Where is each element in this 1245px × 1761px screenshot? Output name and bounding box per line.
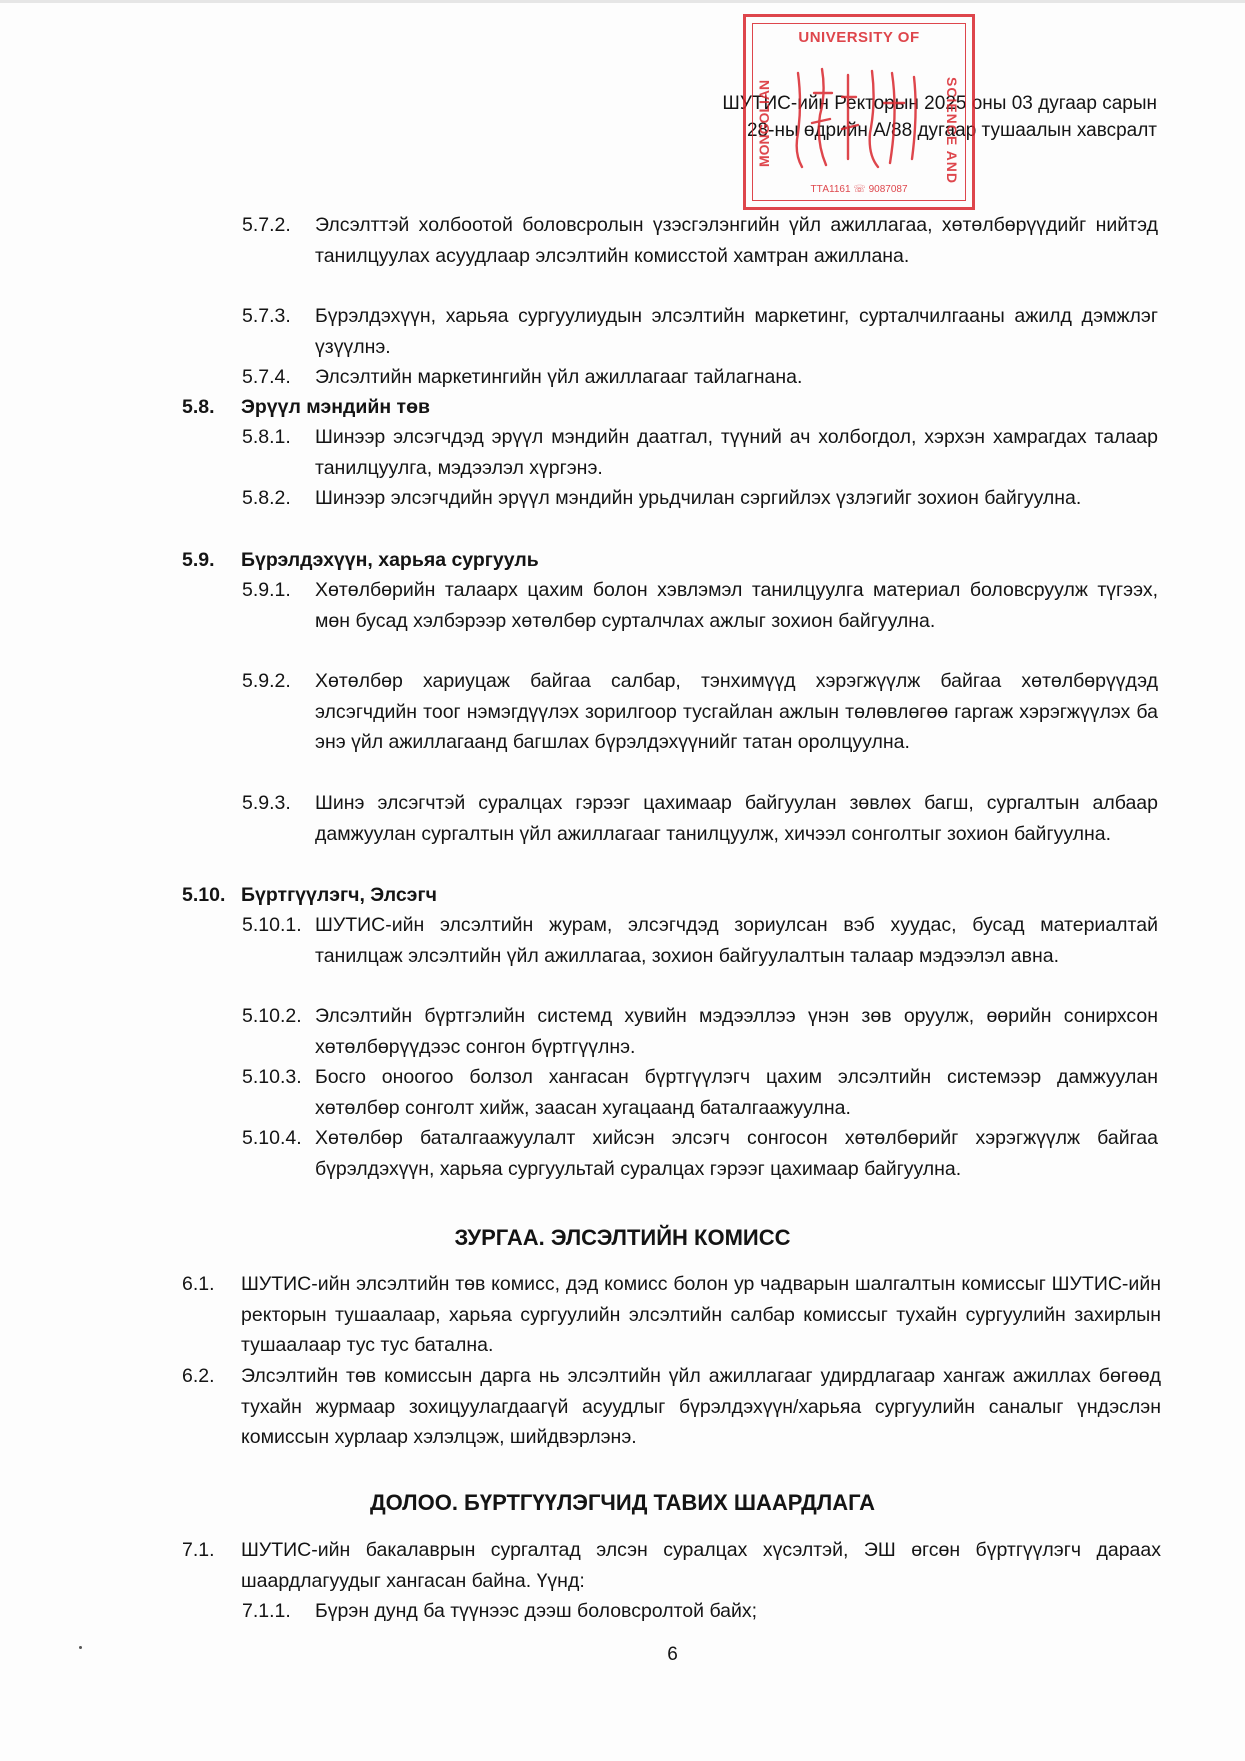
item-number: 5.8.	[182, 396, 215, 418]
item-text: Элсэлтийн бүртгэлийн системд хувийн мэдээллээ үнэн зөв оруулж, өөрийн сонирхсон хөтөлбөрүүдээс сонгон бүртгүүлнэ.	[315, 1005, 1158, 1058]
item-number: 5.8.2.	[242, 487, 291, 509]
item-number: 5.10.4.	[242, 1127, 302, 1149]
item-number: 5.9.	[182, 549, 215, 571]
item-text: Босго оноогоо болзол хангасан бүртгүүлэгч цахим элсэлтийн системээр дамжуулан хөтөлбөр сонголт хийж, заасан хугацаанд баталгаажуулна.	[315, 1066, 1158, 1119]
item-text: Элсэлтийн маркетингийн үйл ажиллагааг тайлагнана.	[315, 366, 803, 388]
item-text: Шинэ элсэгчтэй суралцах гэрээг цахимаар байгуулан зөвлөх багш, сургалтын албаар дамжуулан сургалтын үйл ажиллагааг танилцуулж, хичээл сонголтыг зохион байгуулна.	[315, 792, 1158, 845]
item-number: 5.10.	[182, 884, 226, 906]
item-number: 5.9.2.	[242, 670, 291, 692]
item-number: 6.1.	[182, 1273, 215, 1295]
item-text: Бүрэн дунд ба түүнээс дээш боловсролтой байх;	[315, 1600, 758, 1622]
item-number: 7.1.	[182, 1539, 215, 1561]
item-text: Бүртгүүлэгч, Элсэгч	[241, 884, 437, 906]
stamp-script-glyph-icon	[786, 63, 926, 173]
item-number: 5.10.1.	[242, 914, 302, 936]
item-number: 5.9.3.	[242, 792, 291, 814]
stamp-left-text: MONGOLIAN	[756, 79, 772, 167]
item-text: Элсэлтийн төв комиссын дарга нь элсэлтийн үйл ажиллагааг удирдлагаар хангаж ажиллах бөгөөд тухайн журмаар зохицуулагдаагүй асуудлыг бүрэлдэхүүн/харьяа сургуулийн саналыг үндэслэн комиссын хурлаар хэлэлцэж, шийдвэрлэнэ.	[241, 1365, 1161, 1448]
item-text: ШУТИС-ийн бакалаврын сургалтад элсэн суралцах хүсэлтэй, ЭШ өгсөн бүртгүүлэгч дараах шаардлагуудыг хангасан байна. Үүнд:	[241, 1539, 1161, 1592]
item-text: ШУТИС-ийн элсэлтийн төв комисс, дэд комисс болон ур чадварын шалгалтын комиссыг ШУТИС-ийн ректорын тушаалаар, харьяа сургуулийн элсэлтийн салбар комиссыг тухайн сургуулийн захирлын тушаалаар тус тус батална.	[241, 1273, 1161, 1356]
item-number: 5.10.2.	[242, 1005, 302, 1027]
item-text: Шинээр элсэгчдийн эрүүл мэндийн урьдчилан сэргийлэх үзлэгийг зохион байгуулна.	[315, 487, 1082, 509]
item-text: Хөтөлбөр баталгаажуулалт хийсэн элсэгч сонгосон хөтөлбөрийг хэрэгжүүлж байгаа бүрэлдэхүүн, харьяа сургуультай суралцах гэрээг цахимаар байгуулна.	[315, 1127, 1158, 1180]
page-number: 6	[667, 1644, 678, 1665]
item-number: 5.7.4.	[242, 366, 291, 388]
scan-edge	[0, 0, 1245, 3]
item-text: Эрүүл мэндийн төв	[241, 396, 430, 418]
item-number: 5.7.3.	[242, 305, 291, 327]
item-text: Хөтөлбөрийн талаарх цахим болон хэвлэмэл танилцуулга материал боловсруулж түгээх, мөн бусад хэлбэрээр хөтөлбөр сурталчлах ажлыг зохион байгуулна.	[315, 579, 1158, 632]
item-text: Шинээр элсэгчдэд эрүүл мэндийн даатгал, түүний ач холбогдол, хэрхэн хамрагдах талаар танилцуулга, мэдээлэл хүргэнэ.	[315, 426, 1158, 479]
item-text: Хөтөлбөр хариуцаж байгаа салбар, тэнхимүүд хэрэгжүүлж байгаа хөтөлбөрүүдэд элсэгчдийн тоог нэмэгдүүлэх зорилгоор тусгайлан ажлын төлөвлөгөө гаргаж хэрэгжүүлэх ба энэ үйл ажиллагаанд багшлах бүрэлдэхүүнийг татан оролцуулна.	[315, 670, 1158, 753]
item-text: ШУТИС-ийн элсэлтийн журам, элсэгчдэд зориулсан вэб хуудас, бусад материалтай танилцаж элсэлтийн үйл ажиллагаа, зохион байгуулалтын талаар мэдээлэл авна.	[315, 914, 1158, 967]
item-number: 5.7.2.	[242, 214, 291, 236]
section-title-seven: ДОЛОО. БҮРТГҮҮЛЭГЧИД ТАВИХ ШААРДЛАГА	[369, 1490, 876, 1515]
item-number: 6.2.	[182, 1365, 215, 1387]
item-number: 5.9.1.	[242, 579, 291, 601]
item-number: 7.1.1.	[242, 1600, 291, 1622]
item-text: Бүрэлдэхүүн, харьяа сургуулиудын элсэлтийн маркетинг, сурталчилгааны ажилд дэмжлэг үзүүлнэ.	[315, 305, 1158, 358]
header-line-2: 28-ны өдрийн А/88 дугаар тушаалын хавсралт	[746, 120, 1157, 141]
header-line-1: ШУТИС-ийн Ректорын 2025 оны 03 дугаар сарын	[722, 93, 1157, 114]
stamp-bottom-text: ТТА1161 ☏ 9087087	[810, 184, 908, 195]
item-text: Элсэлттэй холбоотой боловсролын үзэсгэлэнгийн үйл ажиллагаа, хөтөлбөрүүдийг нийтэд танилцуулах асуудлаар элсэлтийн комисстой хамтран ажиллана.	[315, 214, 1158, 267]
section-title-six: ЗУРГАА. ЭЛСЭЛТИЙН КОМИСС	[454, 1225, 791, 1250]
item-text: Бүрэлдэхүүн, харьяа сургууль	[241, 549, 539, 571]
item-number: 5.10.3.	[242, 1066, 302, 1088]
stamp-right-text: SCIENCE AND	[944, 77, 960, 184]
item-number: 5.8.1.	[242, 426, 291, 448]
stamp-top-text: UNIVERSITY OF	[798, 29, 920, 46]
university-stamp	[743, 14, 975, 210]
